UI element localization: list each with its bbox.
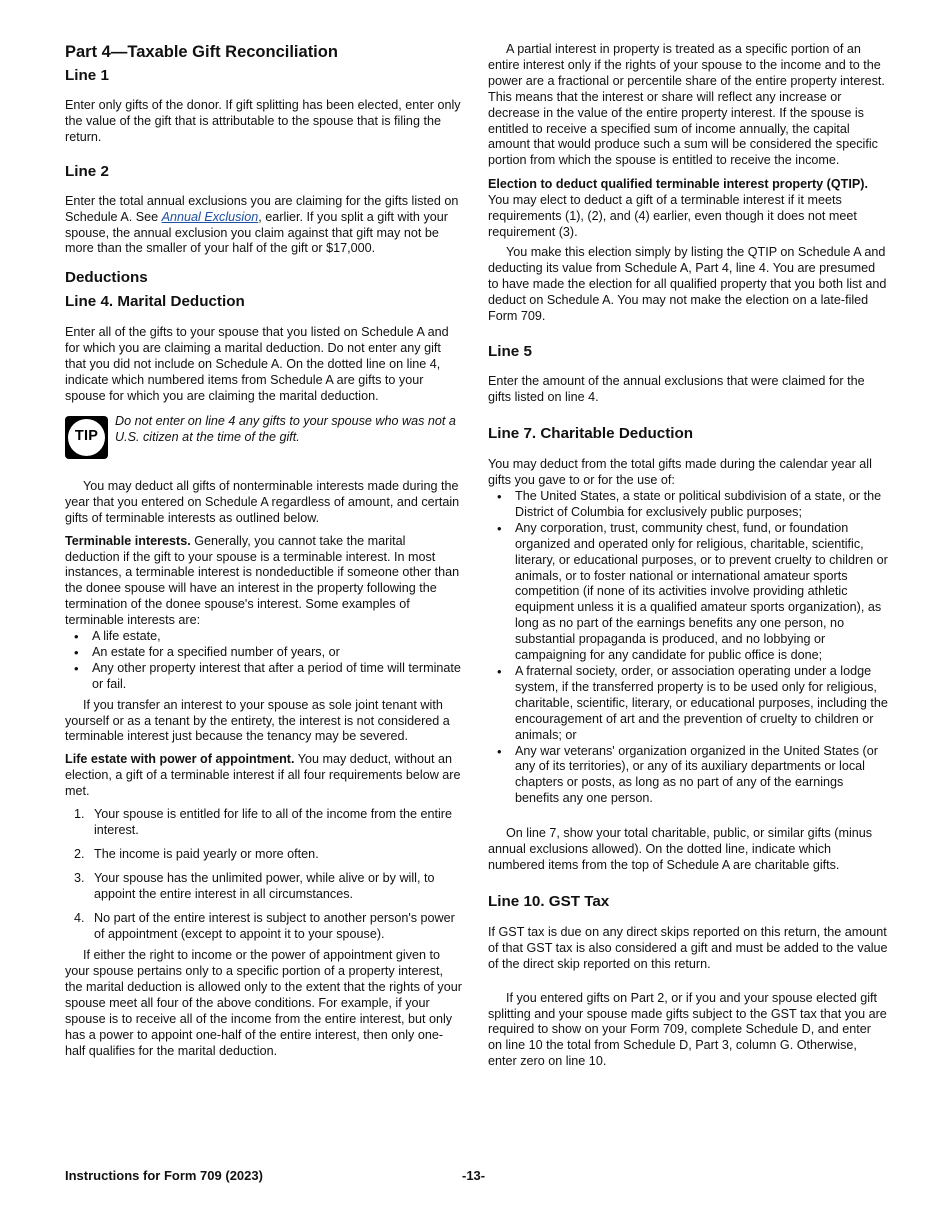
terminable-interests-list	[65, 629, 463, 693]
line-2-heading: Line 2	[65, 162, 109, 180]
page-number: -13-	[462, 1168, 486, 1183]
terminable-interests-text	[65, 534, 463, 629]
list-item: • Any corporation, trust, community chest, fund, or foundation organized and operated only for religious, charitable, scientific, literary, or educational purposes, or to prevent cruelty to children or animals, or to foster national or international amateur sports competition (if none of its activities involve providing athletic equipment unless it is a qualified amateur sports organization), as long as no part of the earnings benefits any one person, no substantial propaganda is produced, and no lobbying or campaigning for any candidate for public office is done;	[488, 521, 888, 664]
requirements-list	[65, 807, 463, 942]
tip-icon	[65, 416, 108, 459]
partial-interest-text: A partial interest in property is treated as a specific portion of an entire interest only if the rights of your spouse to the income and to the power are a fractional or percentile share of the entire property interest. This means that the interest or share will reflect any increase or decrease in the value of the entire property interest. If the spouse is entitled to receive a specified sum of income annually, the capital amount that would produce such a sum will be considered the specific portion from which the spouse is entitled to receive the income.	[488, 42, 885, 168]
requirement-text: Your spouse is entitled for life to all of the income from the entire interest.	[94, 807, 452, 837]
qtip-election-text: You make this election simply by listing the QTIP on Schedule A and deducting its value from Schedule A, Part 4, line 4. You are presumed to have made the election for all qualified property that you both list and deduct on Schedule A. You may not make the election on a late-filed Form 709.	[488, 244, 887, 323]
right-column	[488, 42, 888, 1070]
terminable-interests-body: Generally, you cannot take the marital deduction if the gift to your spouse is a terminable interest. In most instances, a terminable interest is nondeductible if someone other than the donee spouse will have an interest in the property following the termination of the donee spouse's interest. Some examples of terminable interests are:	[65, 533, 460, 628]
line-1-heading: Line 1	[65, 67, 109, 84]
charitable-recipients-list	[488, 489, 888, 807]
specific-portion-text: If either the right to income or the power of appointment given to your spouse pertains only to a specific portion of a property interest, the marital deduction is allowed only to the extent that the rights of your spouse meet all four of the above conditions. For example, if your spouse is to receive all of the income from the entire interest, but only has a power to appoint one-half of the entire interest, then only one-half qualifies for the marital deduction.	[65, 948, 462, 1058]
qtip-text	[488, 177, 888, 241]
requirement-text: No part of the entire interest is subject to another person's power of appointment (except to appoint it to your spouse).	[94, 910, 455, 941]
life-estate-text	[65, 752, 463, 800]
list-item: • A fraternal society, order, or association operating under a lodge system, if the transferred property is to be used only for religious, charitable, scientific, literary, or educational purposes, including the encouragement of art and the prevention of cruelty to children or animals; or	[488, 664, 888, 744]
tip-box	[65, 414, 463, 459]
requirement-item	[65, 871, 463, 903]
requirement-number: 2.	[74, 846, 85, 861]
life-estate-body: You may deduct, without an election, a gift of a terminable interest if all four requirements below are met.	[65, 752, 461, 799]
life-estate-label: Life estate with power of appointment.	[65, 752, 295, 767]
line-1-text: Enter only gifts of the donor. If gift splitting has been elected, enter only the value of the gift that is attributable to the spouse that is filing the return.	[65, 98, 461, 144]
joint-tenant-text: If you transfer an interest to your spouse as sole joint tenant with yourself or as a tenant by the entirety, the interest is not considered a terminable interest just because the tenancy may be severed.	[65, 697, 450, 744]
requirement-number: 4.	[74, 910, 85, 925]
line-10-heading: Line 10. GST Tax	[488, 892, 610, 910]
line-5-heading: Line 5	[488, 343, 532, 361]
tip-text: Do not enter on line 4 any gifts to your spouse who was not a U.S. citizen at the time of the gift.	[115, 413, 456, 444]
list-item: • The United States, a state or political subdivision of a state, or the District of Columbia for exclusively public purposes;	[488, 489, 888, 521]
footer-title: Instructions for Form 709 (2023)	[65, 1168, 263, 1183]
list-item: • Any other property interest that after a period of time will terminate or fail.	[65, 661, 463, 693]
requirement-item	[65, 807, 463, 839]
line-7-heading: Line 7. Charitable Deduction	[488, 425, 694, 443]
qtip-label: Election to deduct qualified terminable interest property (QTIP).	[488, 177, 868, 192]
requirement-text: The income is paid yearly or more often.	[94, 846, 319, 861]
line-10-text-2: If you entered gifts on Part 2, or if you and your spouse elected gift splitting and your spouse made gifts subject to the GST tax that you are required to show on your Form 709, complete Schedule D, and enter on line 10 the total from Schedule D, Part 3, column G. Otherwise, enter zero on line 10.	[488, 990, 887, 1069]
tip-icon-label: TIP	[68, 419, 105, 456]
qtip-body: You may elect to deduct a gift of a terminable interest if it meets requirements (1), (2), and (4) earlier, even though it does not meet requirement (3).	[488, 193, 857, 239]
terminable-interests-label: Terminable interests.	[65, 533, 191, 548]
part-4-heading: Part 4—Taxable Gift Reconciliation	[65, 43, 338, 61]
requirement-number: 1.	[74, 807, 85, 822]
line-4-text: Enter all of the gifts to your spouse that you listed on Schedule A and for which you are claiming a marital deduction. Do not enter any gift that you did not include on Schedule A. On the dotted line on line 4, indicate which numbered items from Schedule A are gifts to your spouse for which you are claiming the marital deduction.	[65, 325, 449, 403]
line-5-text: Enter the amount of the annual exclusions that were claimed for the gifts listed on line 4.	[488, 374, 865, 405]
line-2-text	[65, 194, 463, 258]
line-10-text-1: If GST tax is due on any direct skips reported on this return, the amount of that GST tax is also considered a gift and must be added to the value of the direct skip reported on this return.	[488, 924, 888, 971]
list-item: • A life estate,	[65, 629, 463, 645]
list-item: • An estate for a specified number of years, or	[65, 645, 463, 661]
line-7-intro: You may deduct from the total gifts made during the calendar year all gifts you gave to or for the use of:	[488, 457, 872, 488]
line-4-heading: Line 4. Marital Deduction	[65, 293, 245, 311]
requirement-text: Your spouse has the unlimited power, while alive or by will, to appoint the entire interest in all circumstances.	[94, 870, 435, 901]
deductions-heading: Deductions	[65, 269, 148, 287]
line-2-text-after: , earlier. If you split a gift with your spouse, the annual exclusion you claim against that gift may not be more than the smaller of your half of the gift or $17,000.	[65, 209, 448, 256]
left-column	[65, 42, 463, 1060]
annual-exclusion-link[interactable]: Annual Exclusion	[161, 209, 259, 224]
nonterminable-text: You may deduct all gifts of nonterminable interests made during the year that you entered on Schedule A regardless of amount, and certain gifts of terminable interests as outlined below.	[65, 478, 460, 525]
line-2-text-before: Enter the total annual exclusions you are claiming for the gifts listed on Schedule A. See	[65, 193, 459, 224]
requirement-number: 3.	[74, 870, 85, 885]
requirement-item	[65, 911, 463, 943]
line-7-closing: On line 7, show your total charitable, public, or similar gifts (minus annual exclusions allowed). On the dotted line, indicate which numbered items from the top of Schedule A are charitable gifts.	[488, 826, 873, 872]
list-item: • Any war veterans' organization organized in the United States (or any of its territories), or any of its auxiliary departments or local chapters or posts, as long as no part of any of the earnings benefits any one person.	[488, 744, 888, 808]
requirement-item	[65, 847, 463, 863]
